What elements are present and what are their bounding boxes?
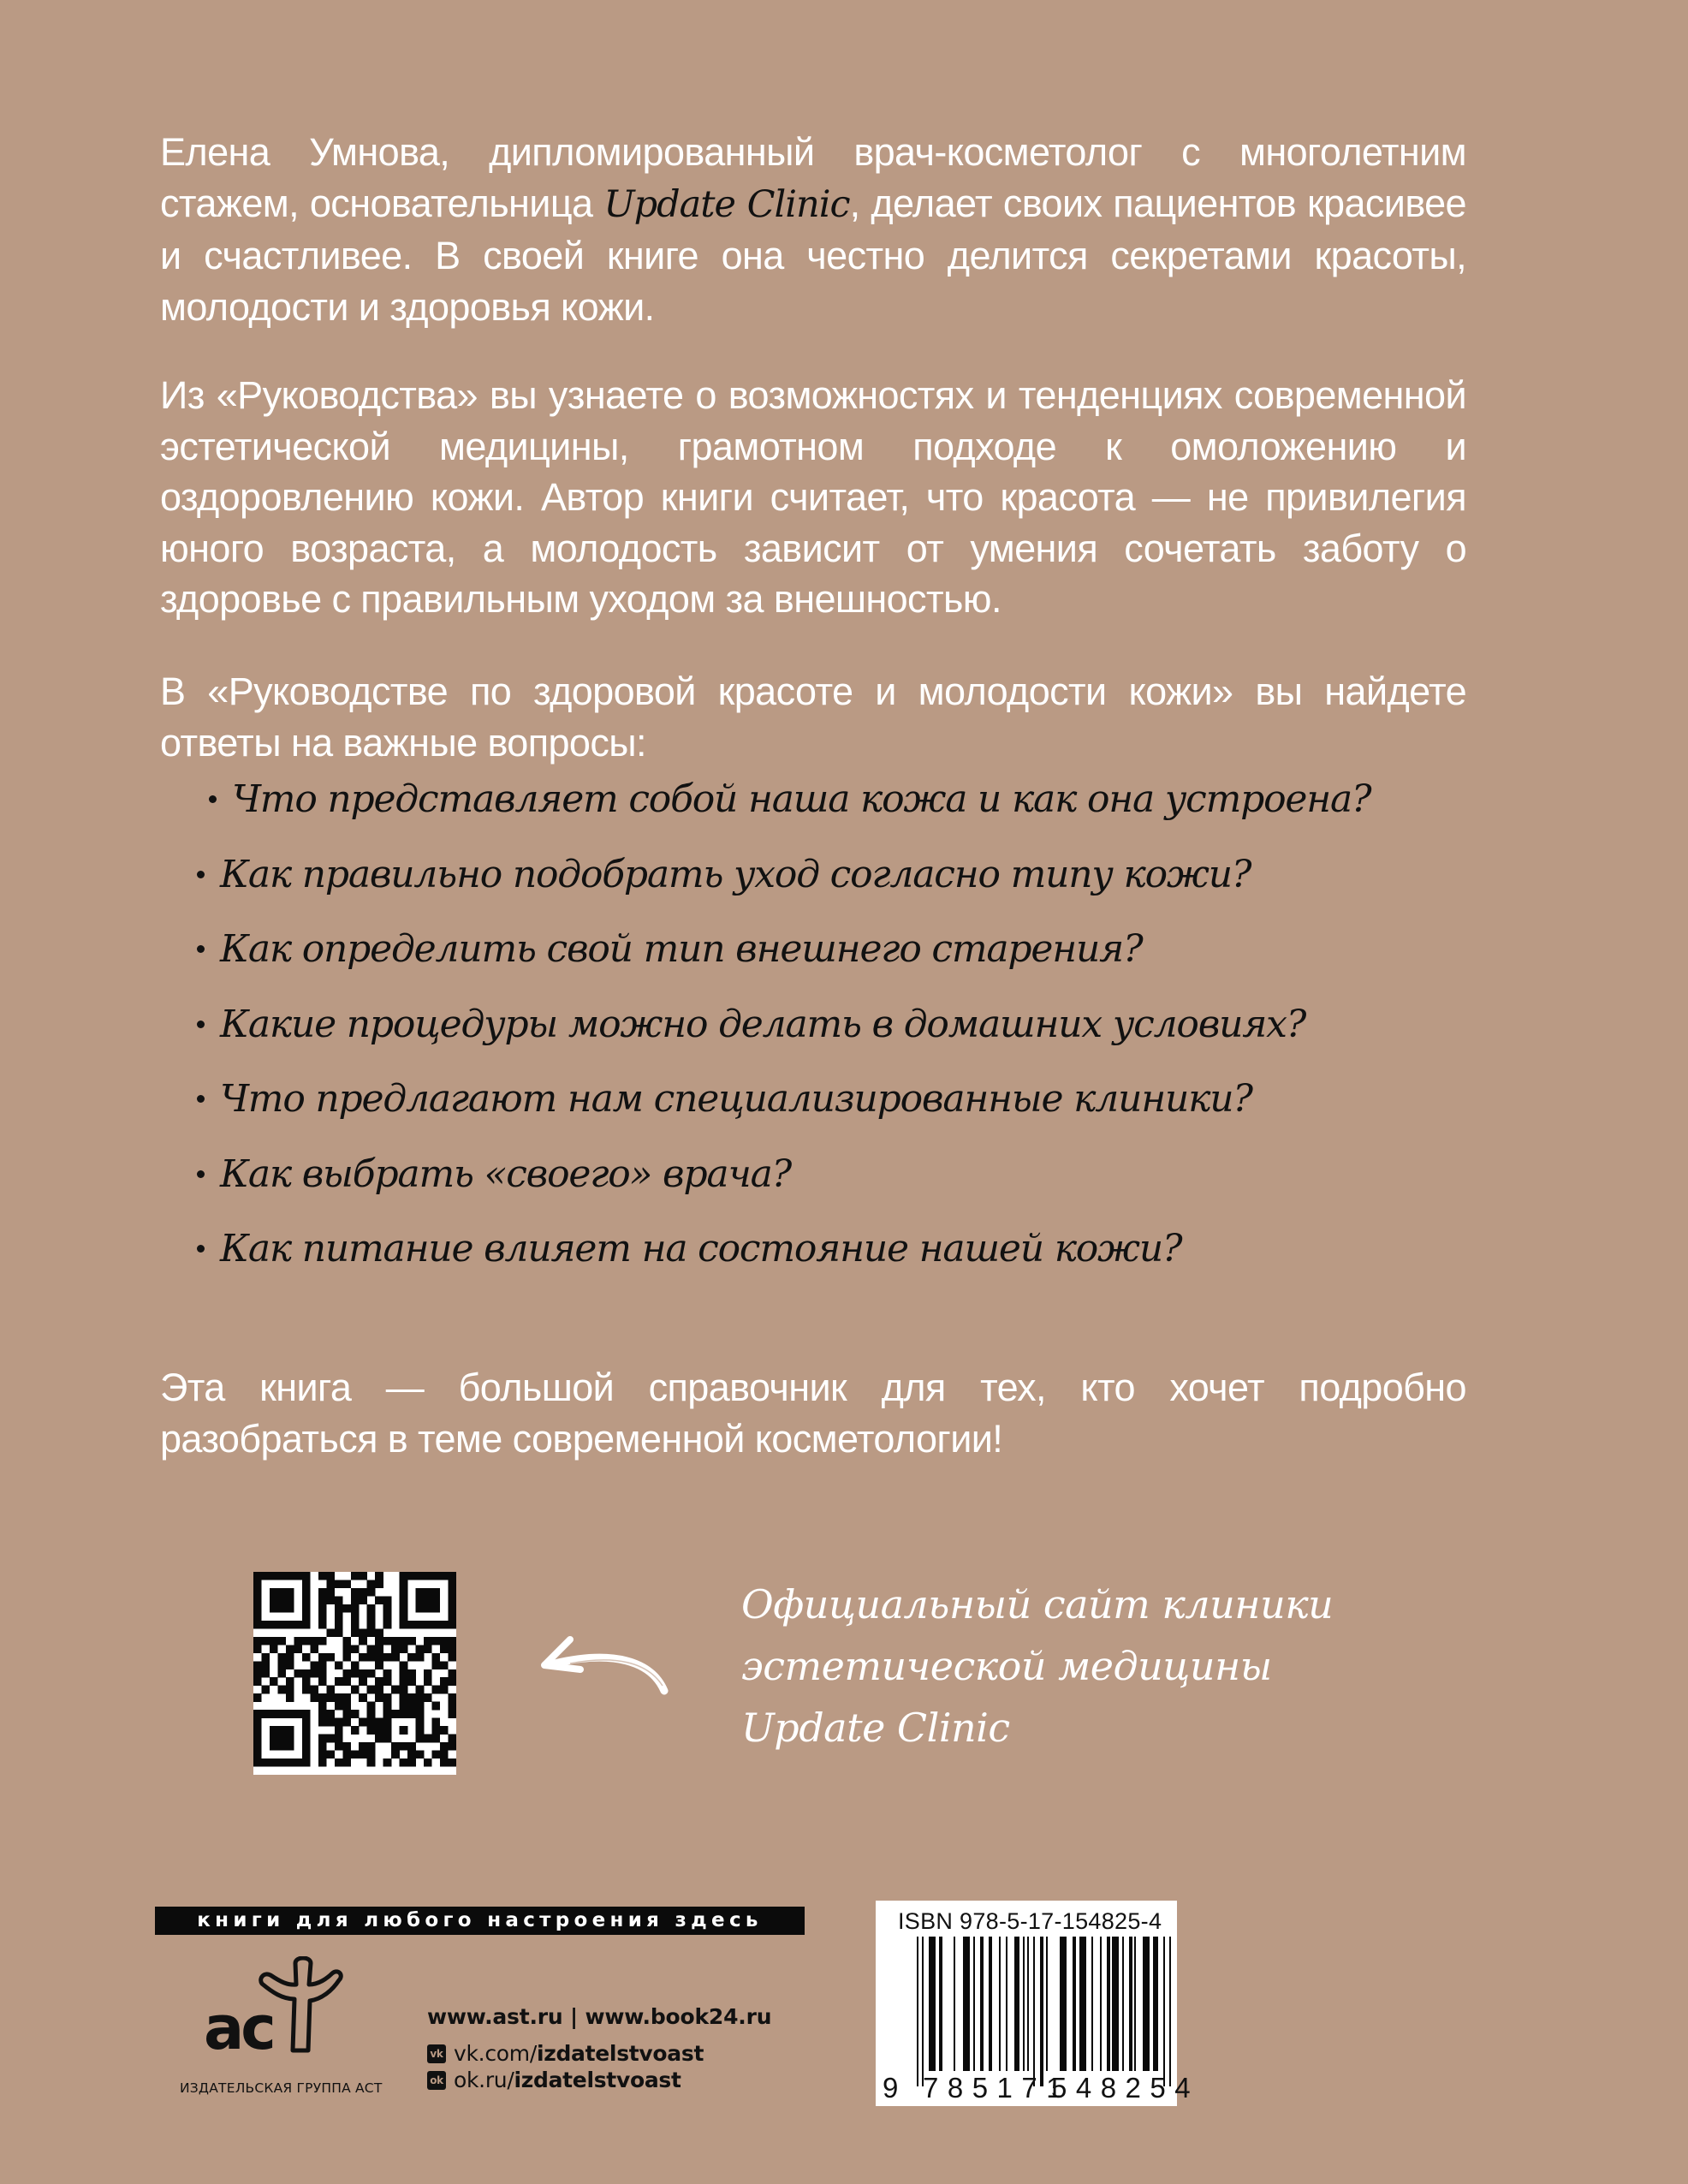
bullet-icon bbox=[197, 871, 205, 878]
caption-line: эстетической медицины bbox=[741, 1643, 1272, 1689]
vk-icon: vk bbox=[427, 2044, 446, 2063]
question-text: Как питание влияет на состояние нашей кожи? bbox=[220, 1227, 1182, 1271]
question-item bbox=[197, 1062, 1370, 1137]
ok-link-handle: izdatelstvoast bbox=[514, 2068, 681, 2092]
questions-lead-paragraph: В «Руководстве по здоровой красоте и молодости кожи» вы найдете ответы на важные вопросы: bbox=[160, 669, 1466, 765]
bullet-icon bbox=[197, 1170, 205, 1178]
publisher-links bbox=[427, 2004, 771, 2093]
guide-description-paragraph: Из «Руководства» вы узнаете о возможностях и тенденциях современной эстетической медицины, грамотном подходе к омоложению и оздоровлению кожи. Автор книги считает, что красота — не привилегия юного возраста, а молодость зависит от умения сочетать заботу о здоровье с правильным уходом за внешностью. bbox=[160, 373, 1466, 621]
bullet-icon bbox=[209, 795, 217, 803]
author-intro-paragraph bbox=[160, 127, 1466, 332]
publisher-slogan-banner: книги для любого настроения здесь bbox=[155, 1907, 805, 1935]
ok-link-prefix: ok.ru/ bbox=[454, 2068, 514, 2092]
isbn-label: ISBN 978-5-17-154825-4 bbox=[898, 1908, 1162, 1934]
vk-link-handle: izdatelstvoast bbox=[536, 2041, 704, 2066]
ok-icon: ok bbox=[427, 2071, 446, 2090]
question-text: Как выбрать «своего» врача? bbox=[220, 1152, 792, 1196]
ok-link[interactable] bbox=[427, 2067, 771, 2093]
bullet-icon bbox=[197, 945, 205, 953]
vk-link[interactable] bbox=[427, 2040, 771, 2067]
bullet-icon bbox=[197, 1245, 205, 1253]
ast-logo-text: ac bbox=[204, 1993, 273, 2055]
ast-logo-icon bbox=[204, 1956, 362, 2055]
questions-list bbox=[197, 762, 1370, 1287]
question-text: Какие процедуры можно делать в домашних условиях? bbox=[220, 1002, 1306, 1046]
question-text: Как определить свой тип внешнего старения? bbox=[220, 927, 1143, 972]
question-text: Что представляет собой наша кожа и как она устроена? bbox=[232, 777, 1371, 822]
question-item bbox=[197, 762, 1370, 837]
publisher-websites-link[interactable]: www.ast.ru | www.book24.ru bbox=[427, 2004, 772, 2029]
bullet-icon bbox=[197, 1021, 205, 1028]
publisher-name: ИЗДАТЕЛЬСКАЯ ГРУППА АСТ bbox=[180, 2080, 383, 2096]
intro-text-start: Елена Умнова, дипломированный врач-косметолог с многолетним стажем, основательница bbox=[160, 130, 1466, 225]
question-text: Что предлагают нам специализированные клиники? bbox=[220, 1077, 1252, 1122]
question-item bbox=[197, 837, 1370, 913]
intro-text-end: , делает своих пациентов красивее и счастливее. В своей книге она честно делится секретами красоты, молодости и здоровья кожи. bbox=[160, 181, 1466, 329]
closing-paragraph: Эта книга — большой справочник для тех, кто хочет подробно разобраться в теме современной косметологии! bbox=[160, 1366, 1466, 1461]
ean-digits-right: 548254 bbox=[1051, 2072, 1200, 2104]
question-item bbox=[197, 1137, 1370, 1212]
social-links bbox=[427, 2040, 771, 2093]
bullet-icon bbox=[197, 1095, 205, 1103]
ean-digits-left: 785171 bbox=[923, 2072, 1072, 2104]
question-item bbox=[197, 912, 1370, 987]
question-item bbox=[197, 1211, 1370, 1287]
clinic-site-caption bbox=[741, 1574, 1333, 1759]
qr-code-icon[interactable] bbox=[253, 1572, 456, 1775]
caption-line: Update Clinic bbox=[741, 1705, 1010, 1751]
caption-line: Официальный сайт клиники bbox=[741, 1581, 1334, 1628]
question-item bbox=[197, 987, 1370, 1062]
ean-digit-first: 9 bbox=[883, 2072, 907, 2104]
isbn-barcode-block bbox=[876, 1901, 1200, 2106]
question-text: Как правильно подобрать уход согласно типу кожи? bbox=[220, 852, 1251, 896]
vk-link-prefix: vk.com/ bbox=[454, 2041, 537, 2066]
qr-code-graphic bbox=[253, 1572, 456, 1775]
curved-arrow-left-icon bbox=[536, 1631, 673, 1699]
brand-name-inline: Update Clinic bbox=[603, 182, 850, 226]
